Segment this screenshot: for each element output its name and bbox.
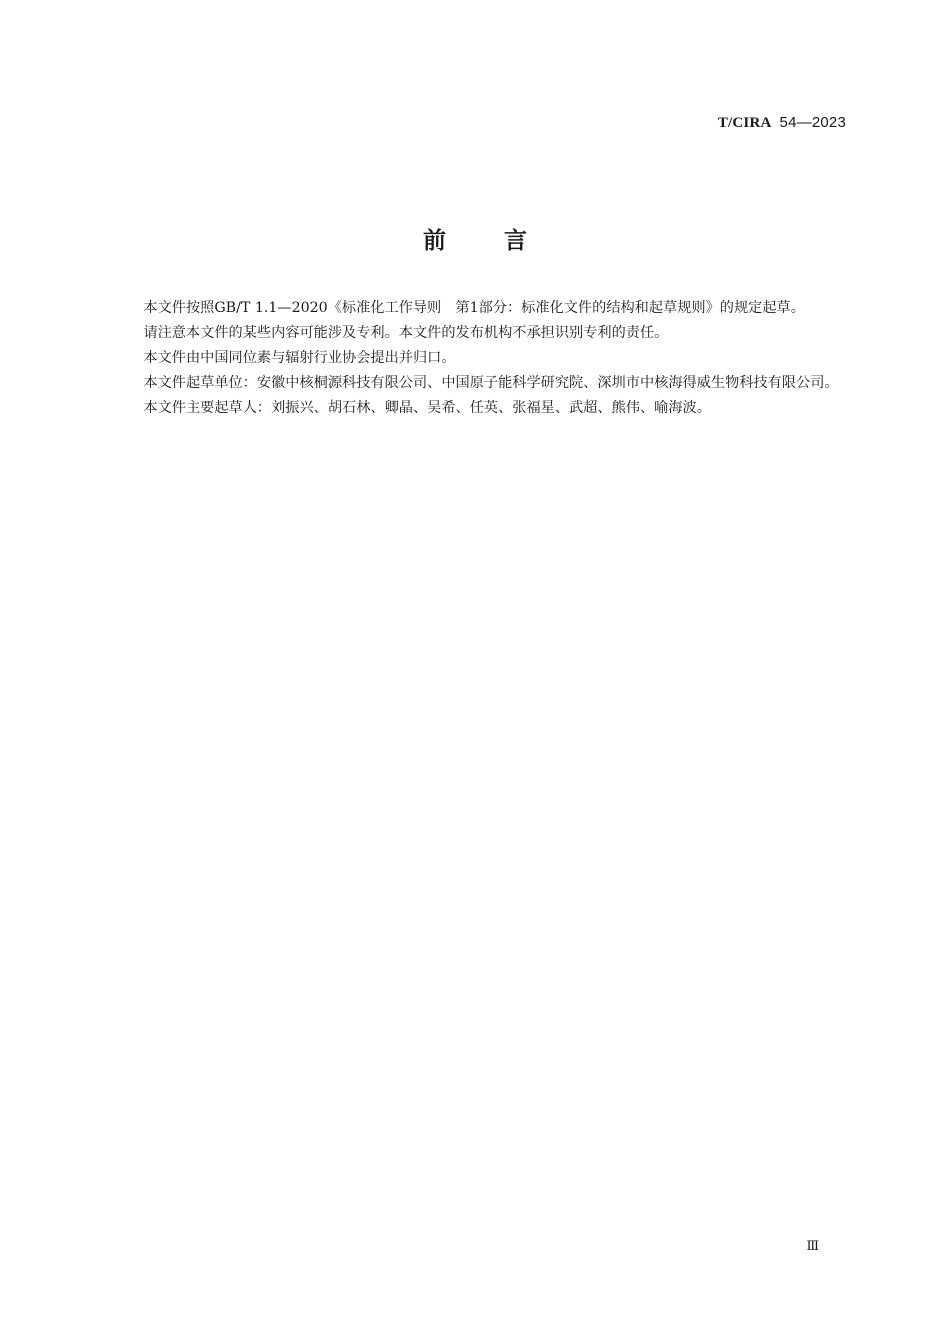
paragraph-drafters: 本文件主要起草人：刘振兴、胡石林、卿晶、吴希、任英、张福星、武超、熊伟、喻海波。	[143, 400, 711, 416]
paragraph-proposer: 本文件由中国同位素与辐射行业协会提出并归口。	[143, 350, 456, 366]
paragraph-patent-notice: 请注意本文件的某些内容可能涉及专利。本文件的发布机构不承担识别专利的责任。	[143, 325, 669, 341]
standard-prefix: T/CIRA	[717, 115, 772, 131]
foreword-body	[115, 296, 847, 421]
standard-code-header	[718, 113, 846, 132]
paragraph-drafting-rules: 本文件按照GB/T 1.1—2020《标准化工作导则 第1部分：标准化文件的结构和起草规则》的规定起草。	[143, 300, 805, 316]
page-title: 前言	[423, 228, 585, 254]
paragraph-drafting-units: 本文件起草单位：安徽中核桐源科技有限公司、中国原子能科学研究院、深圳市中核海得威生物科技有限公司。	[143, 375, 839, 391]
page-number: Ⅲ	[806, 1238, 819, 1253]
standard-number: 54—2023	[779, 114, 846, 131]
